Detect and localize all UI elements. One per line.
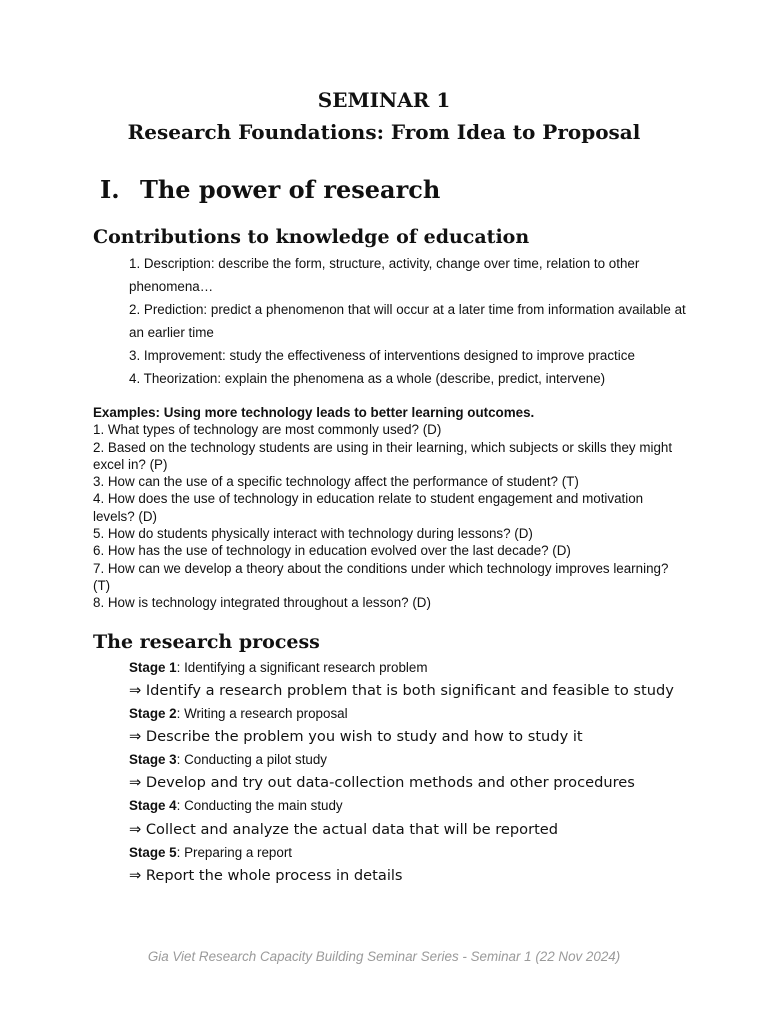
- stage-label: Stage 3: [129, 752, 177, 767]
- seminar-number: SEMINAR 1: [317, 88, 451, 112]
- stage-label: Stage 5: [129, 845, 177, 860]
- stage-1: [129, 660, 427, 675]
- list-item: 2. Prediction: predict a phenomenon that will occur at a later time from information available at an earlier time: [129, 302, 686, 340]
- contributions-heading: Contributions to knowledge of education: [93, 226, 530, 248]
- page-footer: Gia Viet Research Capacity Building Seminar Series - Seminar 1 (22 Nov 2024): [147, 949, 621, 964]
- list-item: 3. How can the use of a specific technology affect the performance of student? (T): [93, 474, 579, 490]
- section-title: The power of research: [140, 175, 441, 204]
- process-heading: The research process: [93, 631, 320, 653]
- stage-title: : Preparing a report: [176, 845, 293, 860]
- stage-label: Stage 4: [129, 798, 177, 813]
- stage-2: [129, 706, 348, 721]
- stage-4: [129, 798, 343, 813]
- stage-title: : Writing a research proposal: [176, 706, 348, 721]
- list-item: 6. How has the use of technology in education evolved over the last decade? (D): [93, 543, 571, 559]
- stage-5: [129, 845, 292, 860]
- list-item: 7. How can we develop a theory about the conditions under which technology improves learning? (T): [93, 560, 669, 593]
- stage-2-detail: ⇒ Describe the problem you wish to study and how to study it: [129, 728, 583, 745]
- list-item: 4. How does the use of technology in education relate to student engagement and motivation levels? (D): [93, 491, 644, 524]
- examples-heading: Examples: Using more technology leads to better learning outcomes.: [93, 405, 535, 420]
- document-title: Research Foundations: From Idea to Proposal: [127, 120, 641, 144]
- stage-5-detail: ⇒ Report the whole process in details: [129, 867, 403, 884]
- stage-3: [129, 752, 327, 767]
- stage-1-detail: ⇒ Identify a research problem that is both significant and feasible to study: [129, 682, 674, 699]
- list-item: 1. Description: describe the form, structure, activity, change over time, relation to other phenomena…: [129, 256, 640, 294]
- list-item: 1. What types of technology are most commonly used? (D): [93, 422, 442, 438]
- stage-title: : Conducting a pilot study: [176, 752, 328, 767]
- list-item: 2. Based on the technology students are using in their learning, which subjects or skills they might excel in? (P): [93, 439, 673, 472]
- list-item: 4. Theorization: explain the phenomena as a whole (describe, predict, intervene): [129, 371, 606, 386]
- section-number: I.: [100, 175, 120, 204]
- stage-label: Stage 2: [129, 706, 177, 721]
- section-heading: [100, 175, 440, 204]
- stage-label: Stage 1: [129, 660, 177, 675]
- stage-title: : Conducting the main study: [176, 798, 343, 813]
- stage-title: : Identifying a significant research problem: [176, 660, 428, 675]
- list-item: 8. How is technology integrated throughout a lesson? (D): [93, 595, 431, 611]
- stage-4-detail: ⇒ Collect and analyze the actual data that will be reported: [129, 821, 559, 838]
- list-item: 5. How do students physically interact with technology during lessons? (D): [93, 526, 533, 542]
- contributions-list: [129, 252, 689, 390]
- examples-block: [93, 404, 683, 612]
- stage-3-detail: ⇒ Develop and try out data-collection methods and other procedures: [129, 774, 635, 791]
- list-item: 3. Improvement: study the effectiveness of interventions designed to improve practice: [129, 348, 635, 363]
